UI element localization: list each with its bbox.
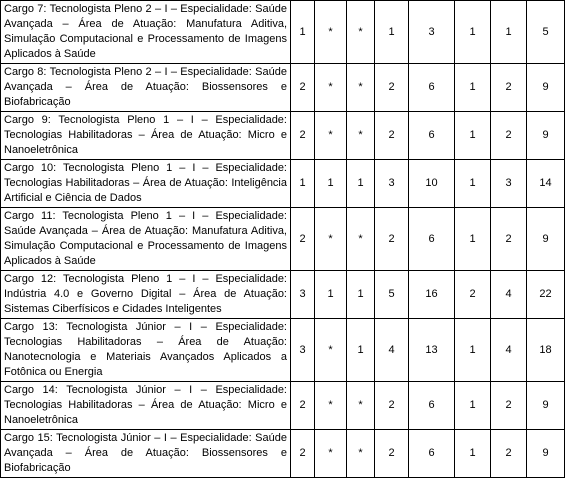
cargo-description-cell: Cargo 15: Tecnologista Júnior – I – Especialidade: Saúde Avançada – Área de Atuação: Biossensores e Biofabricação	[1, 430, 291, 478]
vacancy-count-cell: *	[347, 382, 375, 430]
vacancy-count-cell: 4	[375, 319, 409, 382]
vacancy-count-cell: 4	[491, 271, 527, 319]
vacancy-count-cell: 1	[291, 160, 315, 208]
vacancy-count-cell: 2	[491, 382, 527, 430]
cargo-description-cell: Cargo 9: Tecnologista Pleno 1 – I – Especialidade: Tecnologias Habilitadoras – Área de Atuação: Micro e Nanoeletrônica	[1, 112, 291, 160]
vacancy-count-cell: 2	[291, 382, 315, 430]
cargo-description-cell: Cargo 14: Tecnologista Júnior – I – Especialidade: Tecnologias Habilitadoras – Área de Atuação: Micro e Nanoeletrônica	[1, 382, 291, 430]
vacancy-count-cell: 1	[375, 1, 409, 64]
vacancy-count-cell: 22	[527, 271, 565, 319]
table-row	[1, 64, 565, 112]
vacancy-count-cell: 5	[527, 1, 565, 64]
vacancy-count-cell: 3	[375, 160, 409, 208]
vacancy-count-cell: 9	[527, 430, 565, 478]
vacancy-count-cell: 2	[291, 112, 315, 160]
cargo-description-cell: Cargo 13: Tecnologista Júnior – I – Especialidade: Tecnologias Habilitadoras – Área de Atuação: Nanotecnologia e Materiais Avançados Aplicados a Fotônica ou Energia	[1, 319, 291, 382]
table-row	[1, 271, 565, 319]
vacancy-count-cell: *	[315, 112, 347, 160]
vacancy-count-cell: 9	[527, 64, 565, 112]
vacancy-count-cell: 1	[291, 1, 315, 64]
vacancy-count-cell: 1	[455, 1, 491, 64]
vacancy-count-cell: 2	[375, 112, 409, 160]
vacancy-count-cell: *	[315, 430, 347, 478]
vacancy-count-cell: 2	[491, 208, 527, 271]
vacancy-count-cell: 1	[491, 1, 527, 64]
vacancy-count-cell: 1	[347, 160, 375, 208]
table-row	[1, 1, 565, 64]
vacancy-count-cell: 2	[291, 208, 315, 271]
table-row	[1, 319, 565, 382]
vacancy-count-cell: 9	[527, 382, 565, 430]
table-row	[1, 382, 565, 430]
vacancy-count-cell: 2	[291, 64, 315, 112]
vacancy-count-cell: 6	[409, 64, 455, 112]
vacancy-count-cell: 1	[455, 430, 491, 478]
vacancy-count-cell: 9	[527, 112, 565, 160]
vacancy-count-cell: 16	[409, 271, 455, 319]
vacancy-count-cell: 2	[455, 271, 491, 319]
vacancy-count-cell: 1	[347, 271, 375, 319]
table-row	[1, 160, 565, 208]
vacancy-count-cell: *	[315, 1, 347, 64]
table-row	[1, 112, 565, 160]
vacancy-count-cell: *	[347, 208, 375, 271]
vacancy-count-cell: 2	[491, 112, 527, 160]
vacancy-count-cell: 10	[409, 160, 455, 208]
vacancy-count-cell: 3	[491, 160, 527, 208]
cargo-description-cell: Cargo 12: Tecnologista Pleno 1 – I – Especialidade: Indústria 4.0 e Governo Digital – Área de Atuação: Sistemas Ciberfísicos e Cidades Inteligentes	[1, 271, 291, 319]
vacancy-count-cell: 2	[291, 430, 315, 478]
vacancy-count-cell: 6	[409, 112, 455, 160]
vacancy-count-cell: 1	[455, 160, 491, 208]
cargo-description-cell: Cargo 11: Tecnologista Pleno 1 – I – Especialidade: Saúde Avançada – Área de Atuação: Manufatura Aditiva, Simulação Computacional e Processamento de Imagens Aplicados à Saúde	[1, 208, 291, 271]
vacancy-count-cell: 14	[527, 160, 565, 208]
vacancy-count-cell: 5	[375, 271, 409, 319]
vacancy-count-cell: 2	[375, 382, 409, 430]
vacancy-count-cell: 2	[491, 64, 527, 112]
vacancy-count-cell: 3	[291, 319, 315, 382]
vacancy-count-cell: 2	[375, 430, 409, 478]
vacancy-count-cell: 2	[375, 64, 409, 112]
vacancy-count-cell: 1	[455, 208, 491, 271]
vacancy-count-cell: 1	[455, 64, 491, 112]
vacancy-count-cell: 6	[409, 430, 455, 478]
vacancy-count-cell: *	[347, 64, 375, 112]
vacancy-count-cell: 1	[315, 160, 347, 208]
vacancy-count-cell: 9	[527, 208, 565, 271]
cargo-description-cell: Cargo 10: Tecnologista Pleno 1 – I – Especialidade: Tecnologias Habilitadoras – Área de Atuação: Inteligência Artificial e Ciência de Dados	[1, 160, 291, 208]
cargo-description-cell: Cargo 7: Tecnologista Pleno 2 – I – Especialidade: Saúde Avançada – Área de Atuação: Manufatura Aditiva, Simulação Computacional e Processamento de Imagens Aplicados à Saúde	[1, 1, 291, 64]
vacancy-count-cell: 13	[409, 319, 455, 382]
vacancy-count-cell: *	[347, 112, 375, 160]
vacancy-count-cell: *	[347, 1, 375, 64]
vacancy-count-cell: *	[347, 430, 375, 478]
vacancy-count-cell: 6	[409, 382, 455, 430]
vacancy-count-cell: 2	[491, 430, 527, 478]
table-row	[1, 208, 565, 271]
table-row	[1, 430, 565, 478]
vacancy-count-cell: *	[315, 382, 347, 430]
vacancy-count-cell: 3	[409, 1, 455, 64]
cargo-description-cell: Cargo 8: Tecnologista Pleno 2 – I – Especialidade: Saúde Avançada – Área de Atuação: Biossensores e Biofabricação	[1, 64, 291, 112]
vacancy-count-cell: 18	[527, 319, 565, 382]
vacancy-count-cell: 1	[315, 271, 347, 319]
vacancy-count-cell: *	[315, 319, 347, 382]
vacancy-count-cell: 1	[455, 382, 491, 430]
vacancy-count-cell: 1	[347, 319, 375, 382]
vacancy-count-cell: 2	[375, 208, 409, 271]
vacancy-count-cell: 1	[455, 112, 491, 160]
vacancy-count-cell: 3	[291, 271, 315, 319]
vacancy-count-cell: 1	[455, 319, 491, 382]
vacancy-count-cell: *	[315, 208, 347, 271]
vacancy-count-cell: 6	[409, 208, 455, 271]
vacancy-count-cell: *	[315, 64, 347, 112]
vacancy-count-cell: 4	[491, 319, 527, 382]
